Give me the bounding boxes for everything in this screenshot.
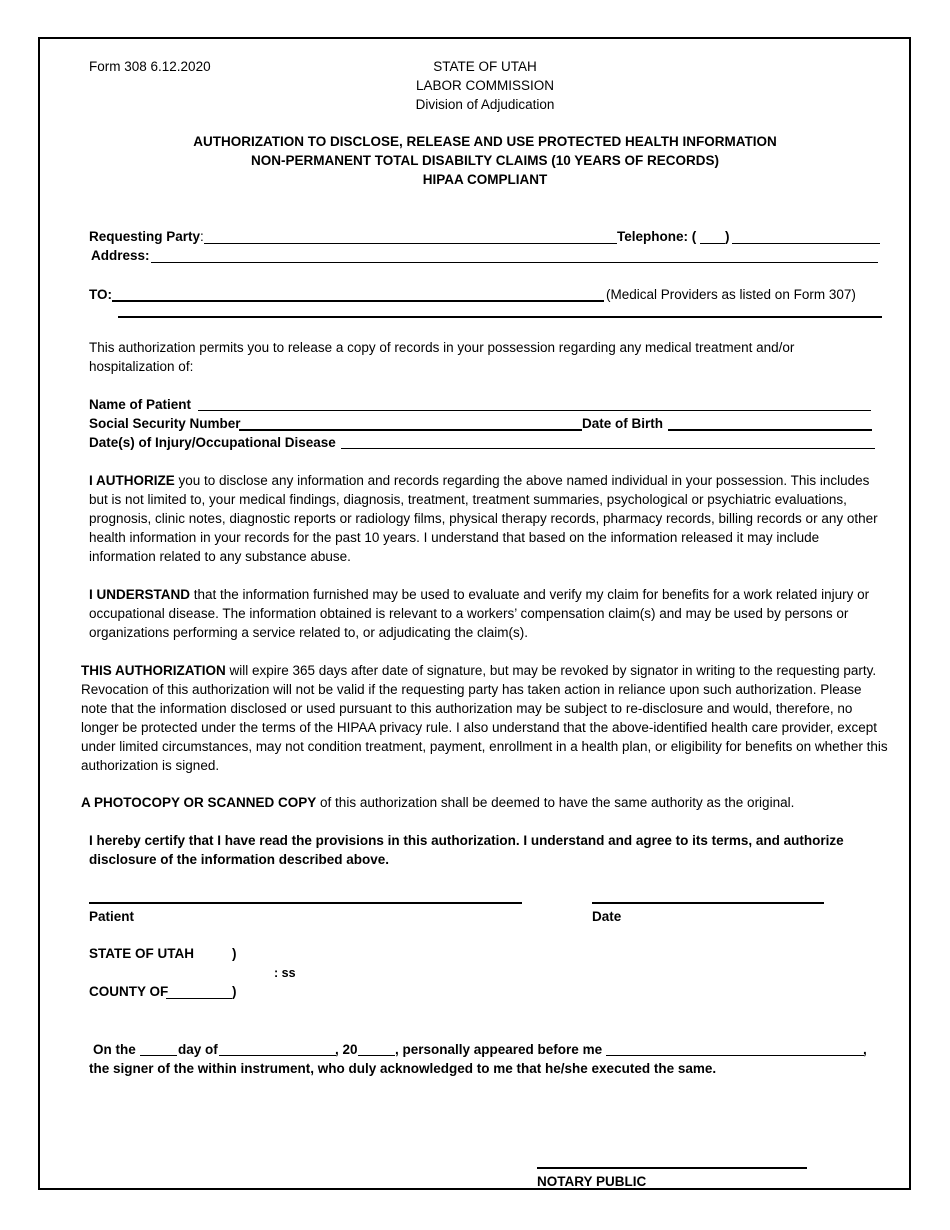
authorize-lead: I AUTHORIZE (89, 473, 175, 488)
photocopy-paragraph (81, 793, 891, 812)
expiry-lead: THIS AUTHORIZATION (81, 663, 226, 678)
notary-state-label: STATE OF UTAH (89, 946, 194, 961)
intro-paragraph: This authorization permits you to release a copy of records in your possession regarding any medical treatment and/or hospitalization of: (89, 340, 795, 374)
telephone-label: Telephone: ( (617, 229, 697, 244)
agency-state: STATE OF UTAH (433, 59, 537, 74)
patient-name-label: Name of Patient (89, 397, 192, 412)
patient-name-field[interactable] (198, 410, 871, 411)
patient-signature-label: Patient (89, 909, 135, 924)
signature-date-label: Date (592, 909, 622, 924)
authorize-text: you to disclose any information and records regarding the above named individual in your possession. This includes but is not limited to, your medical findings, diagnosis, treatment, treatment summaries, psychological or psychiatric evaluations, prognosis, clinic notes, diagnostic reports or radiology films, physical therapy records, pharmacy records, billing records or any other health information in your records for the past 10 years. I understand that based on the information released it may include information related to any substance abuse. (89, 473, 878, 564)
patient-signature-field[interactable] (89, 902, 522, 904)
understand-paragraph (89, 585, 889, 642)
to-note: (Medical Providers as listed on Form 307) (606, 287, 856, 302)
notary-signer-text: the signer of the within instrument, who duly acknowledged to me that he/she executed the same. (89, 1061, 717, 1076)
to-field[interactable] (112, 300, 604, 302)
ssn-field[interactable] (239, 429, 582, 431)
telephone-area-code-field[interactable] (700, 243, 725, 244)
requesting-party-colon: : (200, 229, 204, 244)
notary-signature-field[interactable] (537, 1167, 807, 1169)
notary-county-field[interactable] (166, 998, 232, 999)
notary-comma: , (863, 1042, 867, 1057)
notary-state-paren: ) (232, 946, 237, 961)
certify-paragraph: I hereby certify that I have read the provisions in this authorization. I understand and agree to its terms, and authorize disclosure of the information described above. (89, 833, 844, 867)
notary-year-prefix: , 20 (335, 1042, 358, 1057)
injury-date-field[interactable] (341, 448, 875, 449)
dob-label: Date of Birth (582, 416, 663, 431)
notary-ss-label: : ss (274, 966, 296, 980)
form-title: AUTHORIZATION TO DISCLOSE, RELEASE AND USE PROTECTED HEALTH INFORMATION (193, 134, 777, 149)
notary-county-paren: ) (232, 984, 237, 999)
notary-county-label: COUNTY OF (89, 984, 169, 999)
photocopy-text: of this authorization shall be deemed to have the same authority as the original. (316, 795, 795, 810)
notary-public-label: NOTARY PUBLIC (537, 1174, 647, 1189)
to-label: TO: (89, 287, 112, 302)
telephone-field[interactable] (732, 243, 880, 244)
agency-commission: LABOR COMMISSION (415, 78, 555, 93)
to-field-second-line[interactable] (118, 316, 882, 318)
photocopy-lead: A PHOTOCOPY OR SCANNED COPY (81, 795, 317, 810)
form-id: Form 308 6.12.2020 (89, 59, 211, 74)
form-subtitle: NON-PERMANENT TOTAL DISABILTY CLAIMS (10 YEARS OF RECORDS) (250, 153, 720, 168)
address-label: Address: (91, 248, 150, 263)
authorize-paragraph (89, 471, 889, 566)
telephone-close-paren: ) (725, 229, 730, 244)
requesting-party-label: Requesting Party (89, 229, 201, 244)
notary-day-field[interactable] (140, 1055, 177, 1056)
notary-day-of: day of (178, 1042, 218, 1057)
expiry-paragraph (81, 661, 891, 775)
dob-field[interactable] (668, 429, 872, 431)
notary-appeared-text: , personally appeared before me (395, 1042, 603, 1057)
requesting-party-field[interactable] (204, 243, 617, 244)
notary-appearer-field[interactable] (606, 1055, 864, 1056)
form-compliance: HIPAA COMPLIANT (422, 172, 548, 187)
expiry-text: will expire 365 days after date of signature, but may be revoked by signator in writing to the requesting party. Revocation of this authorization will not be valid if the requesting party has taken action in reliance upon such authorization. Please note that the information disclosed or used pursuant to this authorization may be subject to re-disclosure and would, therefore, no longer be protected under the terms of the HIPAA privacy rule. I also understand that the above-identified health care provider, except under limited circumstances, may not condition treatment, payment, enrollment in a health plan, or eligibility for benefits on whether this authorization is signed. (81, 663, 888, 773)
notary-on-the: On the (93, 1042, 136, 1057)
notary-year-field[interactable] (358, 1055, 395, 1056)
address-field[interactable] (151, 262, 878, 263)
agency-division: Division of Adjudication (415, 97, 555, 112)
understand-lead: I UNDERSTAND (89, 587, 190, 602)
understand-text: that the information furnished may be used to evaluate and verify my claim for benefits for a work related injury or occupational disease. The information obtained is relevant to a workers’ compensation claim(s) and may be used by persons or organizations performing a service related to, or adjudicating the claim(s). (89, 587, 870, 640)
ssn-label: Social Security Number (89, 416, 241, 431)
injury-date-label: Date(s) of Injury/Occupational Disease (89, 435, 336, 450)
signature-date-field[interactable] (592, 902, 824, 904)
notary-month-field[interactable] (219, 1055, 336, 1056)
